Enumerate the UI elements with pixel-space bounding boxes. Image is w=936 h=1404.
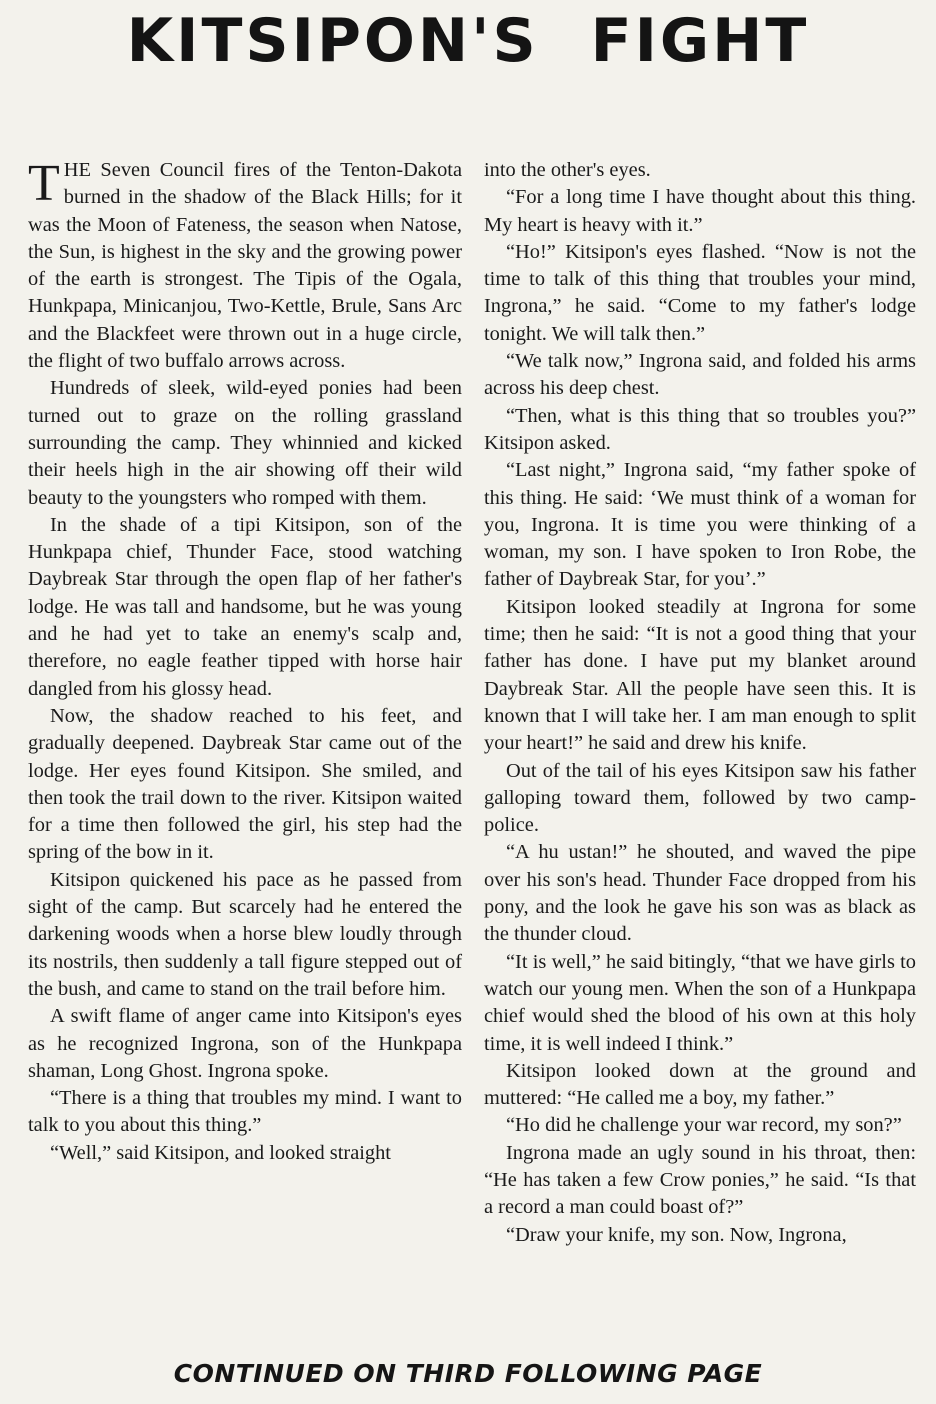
paragraph: “Draw your knife, my son. Now, Ingrona,	[506, 1223, 847, 1246]
right-text-column	[484, 157, 916, 1249]
paragraph: “Well,” said Kitsipon, and looked straight	[50, 1141, 391, 1164]
paragraph: “We talk now,” Ingrona said, and folded his arms across his deep chest.	[484, 350, 916, 400]
left-text-column	[28, 157, 462, 1167]
paragraph: Out of the tail of his eyes Kitsipon saw his father galloping toward them, followed by two camp-police.	[484, 759, 916, 837]
paragraph: “A hu ustan!” he shouted, and waved the pipe over his son's head. Thunder Face dropped from his pony, and the look he gave his son was as black as the thunder cloud.	[484, 841, 916, 946]
paragraph: A swift flame of anger came into Kitsipon's eyes as he recognized Ingrona, son of the Hunkpapa shaman, Long Ghost. Ingrona spoke.	[28, 1005, 462, 1082]
paragraph: “There is a thing that troubles my mind. I want to talk to you about this thing.”	[28, 1087, 462, 1137]
paragraph: In the shade of a tipi Kitsipon, son of the Hunkpapa chief, Thunder Face, stood watching Daybreak Star through the open flap of her father's lodge. He was tall and handsome, but he was young and he had yet to take an enemy's scalp and, therefore, no eagle feather tipped with horse hair dangled from his glossy head.	[28, 513, 462, 700]
story-title: KITSIPON'S FIGHT	[126, 6, 810, 76]
paragraph: “For a long time I have thought about this thing. My heart is heavy with it.”	[484, 186, 916, 236]
paragraph: Now, the shadow reached to his feet, and gradually deepened. Daybreak Star came out of the lodge. Her eyes found Kitsipon. She smiled, and then took the trail down to the river. Kitsipon waited for a time then followed the girl, his step had the spring of the bow in it.	[28, 704, 462, 864]
opening-paragraph-text: HE Seven Council fires of the Tenton-Dakota burned in the shadow of the Black Hills; for it was the Moon of Fateness, the season when Natose, the Sun, is highest in the sky and the growing power of the earth is strongest. The Tipis of the Ogala, Hunkpapa, Minicanjou, Two-Kettle, Brule, Sans Arc and the Blackfeet were thrown out in a huge circle, the flight of two buffalo arrows across.	[28, 159, 462, 373]
paragraph: Kitsipon looked steadily at Ingrona for some time; then he said: “It is not a good thing that your father has done. I have put my blanket around Daybreak Star. All the people have seen this. It is known that I will take her. I am man enough to split your heart!” he said and drew his knife.	[484, 595, 916, 755]
paragraph: “Last night,” Ingrona said, “my father spoke of this thing. He said: ‘We must think of a woman for you, Ingrona. It is time you were thinking of a woman, my son. I have spoken to Iron Robe, the father of Daybreak Star, for you’.”	[484, 459, 916, 591]
paragraph: “Then, what is this thing that so troubles you?” Kitsipon asked.	[484, 404, 916, 454]
paragraph: “It is well,” he said bitingly, “that we have girls to watch our young men. When the son of a Hunkpapa chief would shed the blood of his own at this holy time, it is well indeed I think.”	[484, 950, 916, 1055]
paragraph: Kitsipon quickened his pace as he passed from sight of the camp. But scarcely had he entered the darkening woods when a horse blew loudly through its nostrils, then suddenly a tall figure stepped out of the bush, and came to stand on the trail before him.	[28, 868, 462, 1000]
drop-cap: T	[28, 155, 60, 212]
paragraph: Ingrona made an ugly sound in his throat, then: “He has taken a few Crow ponies,” he said. “Is that a record a man could boast of?”	[484, 1141, 916, 1219]
paragraph: Hundreds of sleek, wild-eyed ponies had been turned out to graze on the rolling grassland surrounding the camp. They whinnied and kicked their heels high in the air showing off their wild beauty to the youngsters who romped with them.	[28, 377, 462, 509]
continued-line: into the other's eyes.	[484, 159, 651, 181]
opening-paragraph	[28, 157, 462, 375]
paragraph: Kitsipon looked down at the ground and muttered: “He called me a boy, my father.”	[484, 1059, 916, 1110]
paragraph: “Ho!” Kitsipon's eyes flashed. “Now is not the time to talk of this thing that troubles your mind, Ingrona,” he said. “Come to my father's lodge tonight. We will talk then.”	[484, 240, 916, 345]
paragraph: “Ho did he challenge your war record, my son?”	[506, 1114, 902, 1137]
continued-notice: CONTINUED ON THIRD FOLLOWING PAGE	[173, 1359, 763, 1388]
